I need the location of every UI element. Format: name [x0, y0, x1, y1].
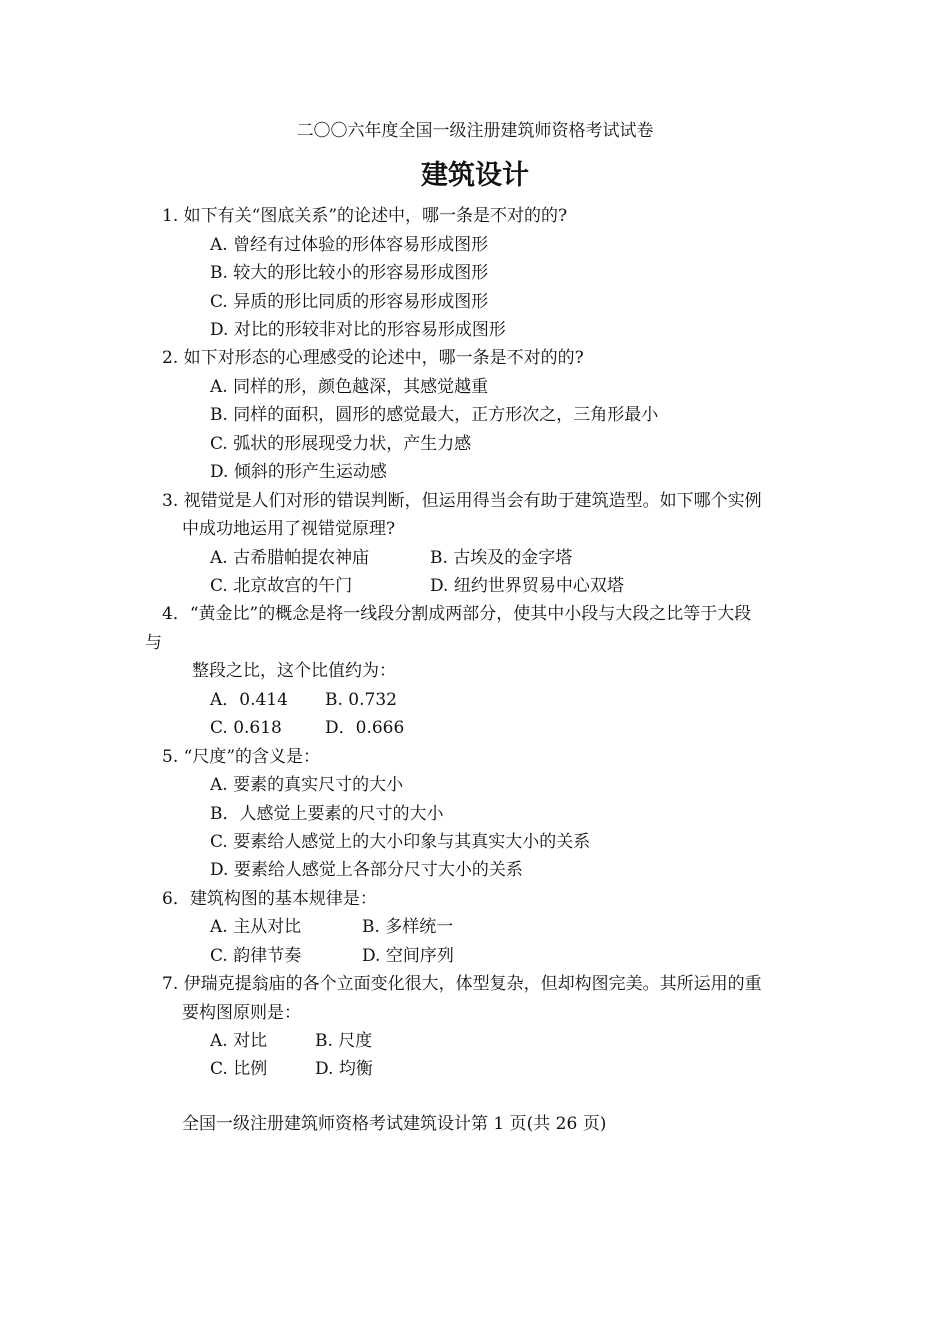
question-7-option-d: D. 均衡	[315, 1059, 373, 1079]
question-1-option-a: A. 曾经有过体验的形体容易形成图形	[210, 235, 489, 255]
question-6-stem: 6．建筑构图的基本规律是：	[162, 889, 377, 909]
question-7-stem: 7. 伊瑞克提翁庙的各个立面变化很大，体型复杂，但却构图完美。其所运用的重	[162, 974, 762, 994]
document-title: 二〇〇六年度全国一级注册建筑师资格考试试卷	[296, 121, 654, 141]
question-6-option-d: D. 空间序列	[362, 946, 454, 966]
question-7-option-c: C. 比例	[210, 1059, 268, 1079]
question-4-option-d: D．0.666	[325, 718, 405, 738]
question-4-option-c: C. 0.618	[210, 718, 282, 738]
question-2-option-c: C. 弧状的形展现受力状，产生力感	[210, 434, 472, 454]
question-3-option-d: D. 纽约世界贸易中心双塔	[430, 576, 624, 596]
question-5-option-d: D. 要素给人感觉上各部分尺寸大小的关系	[210, 860, 523, 880]
question-4-option-b: B. 0.732	[325, 690, 397, 710]
question-3-option-b: B. 古埃及的金字塔	[430, 548, 573, 568]
question-7-option-b: B. 尺度	[315, 1031, 373, 1051]
question-2-option-d: D. 倾斜的形产生运动感	[210, 462, 387, 482]
question-6-option-a: A. 主从对比	[210, 917, 302, 937]
question-2-option-b: B. 同样的面积，圆形的感觉最大，正方形次之，三角形最小	[210, 405, 659, 425]
question-6-option-c: C. 韵律节奏	[210, 946, 302, 966]
question-5-option-a: A. 要素的真实尺寸的大小	[210, 775, 404, 795]
question-6-option-b: B. 多样统一	[362, 917, 454, 937]
question-2-stem: 2. 如下对形态的心理感受的论述中，哪一条是不对的的?	[162, 348, 584, 368]
question-3-stem-continued: 中成功地运用了视错觉原理?	[182, 519, 396, 539]
question-4-option-a: A．0.414	[210, 690, 288, 710]
question-7-stem-continued: 要构图原则是：	[182, 1003, 301, 1023]
question-1-stem: 1. 如下有关“图底关系”的论述中，哪一条是不对的的?	[162, 206, 568, 226]
question-4-stem-wrap: 与	[145, 633, 162, 653]
question-1-option-b: B. 较大的形比较小的形容易形成图形	[210, 263, 489, 283]
question-4-stem: 4．“黄金比”的概念是将一线段分割成两部分，使其中小段与大段之比等于大段	[162, 604, 752, 624]
question-1-option-d: D. 对比的形较非对比的形容易形成图形	[210, 320, 506, 340]
page-footer: 全国一级注册建筑师资格考试建筑设计第 1 页(共 26 页)	[182, 1114, 607, 1134]
question-5-stem: 5. “尺度”的含义是：	[162, 747, 321, 767]
question-3-stem: 3. 视错觉是人们对形的错误判断，但运用得当会有助于建筑造型。如下哪个实例	[162, 491, 762, 511]
question-2-option-a: A. 同样的形，颜色越深，其感觉越重	[210, 377, 489, 397]
question-5-option-c: C. 要素给人感觉上的大小印象与其真实大小的关系	[210, 832, 591, 852]
question-4-stem-continued: 整段之比，这个比值约为：	[192, 661, 396, 681]
question-3-option-c: C. 北京故宫的午门	[210, 576, 353, 596]
question-7-option-a: A. 对比	[210, 1031, 268, 1051]
question-5-option-b: B．人感觉上要素的尺寸的大小	[210, 804, 444, 824]
subject-heading: 建筑设计	[421, 160, 529, 191]
question-3-option-a: A. 古希腊帕提农神庙	[210, 548, 370, 568]
question-1-option-c: C. 异质的形比同质的形容易形成图形	[210, 292, 489, 312]
